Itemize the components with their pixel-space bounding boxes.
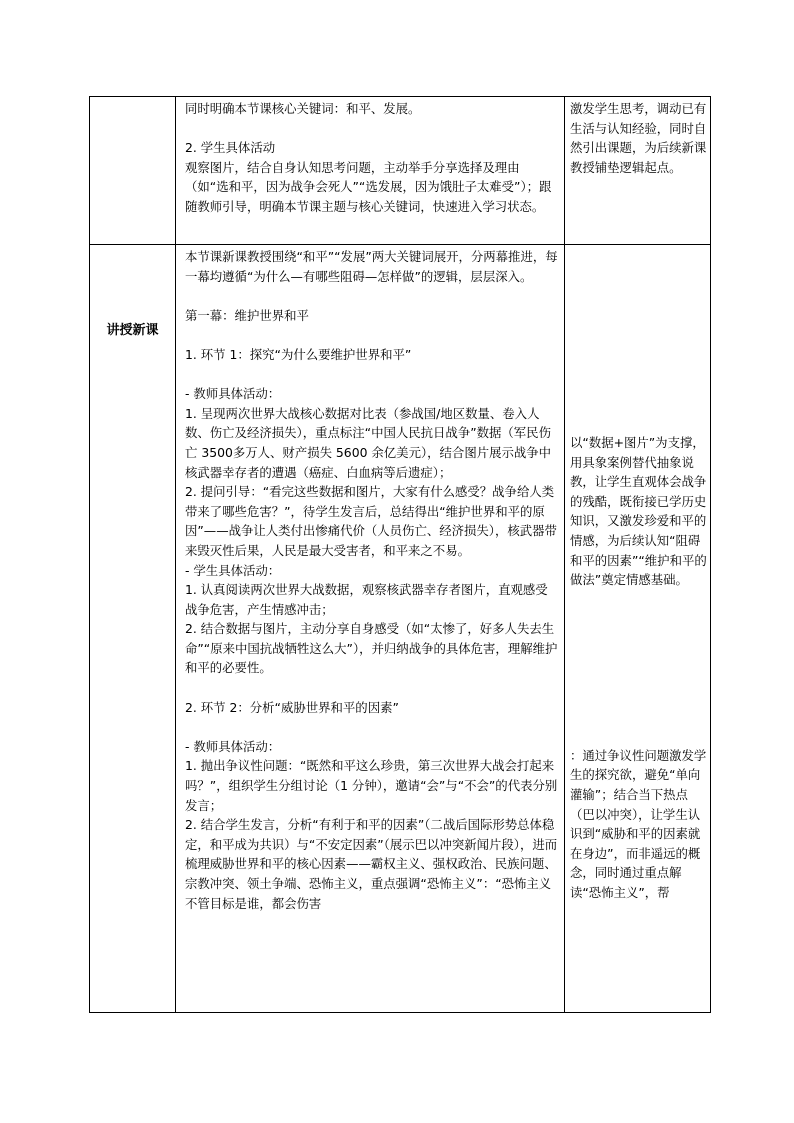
step-title: 2. 环节 2：分析“威胁世界和平的因素”: [185, 699, 399, 715]
teacher-activity-item: 2. 结合学生发言，分析“有利于和平的因素”（二战后国际形势总体稳定，和平成为共识）与“不安定因素”（展示巴以冲突新闻片段），进而梳理威胁世界和平的核心因素——霸权主义、强权政治、民族问题、宗教冲突、领土争端、恐怖主义，重点强调“恐怖主义”：“恐怖主义不管目标是谁，都会伤害: [185, 817, 558, 911]
blank-line: [185, 119, 560, 139]
blank-line: [185, 365, 560, 385]
student-activity-item: 1. 认真阅读两次世界大战数据，观察核武器幸存者图片，直观感受战争危害，产生情感冲击；: [185, 582, 548, 617]
design-intent-note: ：通过争议性问题激发学生的探究欲，避免“单向灌输”；结合当下热点（巴以冲突），让学生认识到“威胁和平的因素就在身边”，而非遥远的概念，同时通过重点解读“恐怖主义”，帮: [570, 747, 707, 900]
teacher-activity-label: - 教师具体活动：: [185, 386, 281, 402]
blank-line: [185, 286, 560, 306]
step-title: 1. 环节 1：探究“为什么要维护世界和平”: [185, 346, 412, 362]
content-cell: [176, 97, 565, 245]
student-activity-label: - 学生具体活动：: [185, 562, 281, 578]
paragraph: 观察图片，结合自身认知思考问题，主动举手分享选择及理由（如“选和平，因为战争会死人”“选发展，因为饿肚子太难受”）；跟随教师引导，明确本节课主题与核心关键词，快速进入学习状态。: [185, 159, 552, 214]
note-cell: [565, 245, 711, 1013]
intro-paragraph: 本节课新课教授围绕“和平”“发展”两大关键词展开，分两幕推进，每一幕均遵循“为什么—有哪些阻碍—怎样做”的逻辑，层层深入。: [185, 249, 558, 284]
category-label: 讲授新课: [106, 323, 159, 338]
table-row: [90, 245, 711, 1013]
category-cell: [90, 245, 176, 1013]
act-title: 第一幕：维护世界和平: [185, 307, 309, 323]
blank-line: [185, 325, 560, 345]
design-intent-note: 以“数据+图片”为支撑，用具象案例替代抽象说教，让学生直观体会战争的残酷，既衔接已学历史知识，又激发珍爱和平的情感，为后续认知“阻碍和平的因素”“维护和平的做法”奠定情感基础。: [570, 435, 707, 588]
content-cell: [176, 245, 565, 1013]
teacher-activity-label: - 教师具体活动：: [185, 738, 281, 754]
teacher-activity-item: 2. 提问引导：“看完这些数据和图片，大家有什么感受？战争给人类带来了哪些危害？”，待学生发言后，总结得出“维护世界和平的原因”——战争让人类付出惨痛代价（人员伤亡、经济损失），核武器带来毁灭性后果，人民是最大受害者，和平来之不易。: [185, 484, 557, 558]
design-intent-note: 激发学生思考，调动已有生活与认知经验，同时自然引出课题，为后续新课教授铺垫逻辑起点。: [570, 101, 707, 175]
paragraph: 同时明确本节课核心关键词：和平、发展。: [185, 101, 421, 116]
blank-line: [185, 678, 560, 698]
blank-line: [185, 717, 560, 737]
category-cell: [90, 97, 176, 245]
note-cell: [565, 97, 711, 245]
activity-heading: 2. 学生具体活动: [185, 140, 276, 156]
teacher-activity-item: 1. 呈现两次世界大战核心数据对比表（参战国/地区数量、卷入人数、伤亡及经济损失），重点标注“中国人民抗日战争”数据（军民伤亡 3500多万人、财产损失 5600 余亿美元），结合图片展示战争中核武器幸存者的遭遇（癌症、白血病等后遗症）；: [185, 405, 552, 480]
lesson-plan-table: [89, 96, 711, 1013]
table-row: [90, 97, 711, 245]
teacher-activity-item: 1. 抛出争议性问题：“既然和平这么珍贵，第三次世界大战会打起来吗？”，组织学生分组讨论（1 分钟），邀请“会”与“不会”的代表分别发言；: [185, 758, 558, 813]
student-activity-item: 2. 结合数据与图片，主动分享自身感受（如“太惨了，好多人失去生命”“原来中国抗战牺牲这么大”），并归纳战争的具体危害，理解维护和平的必要性。: [185, 621, 558, 676]
